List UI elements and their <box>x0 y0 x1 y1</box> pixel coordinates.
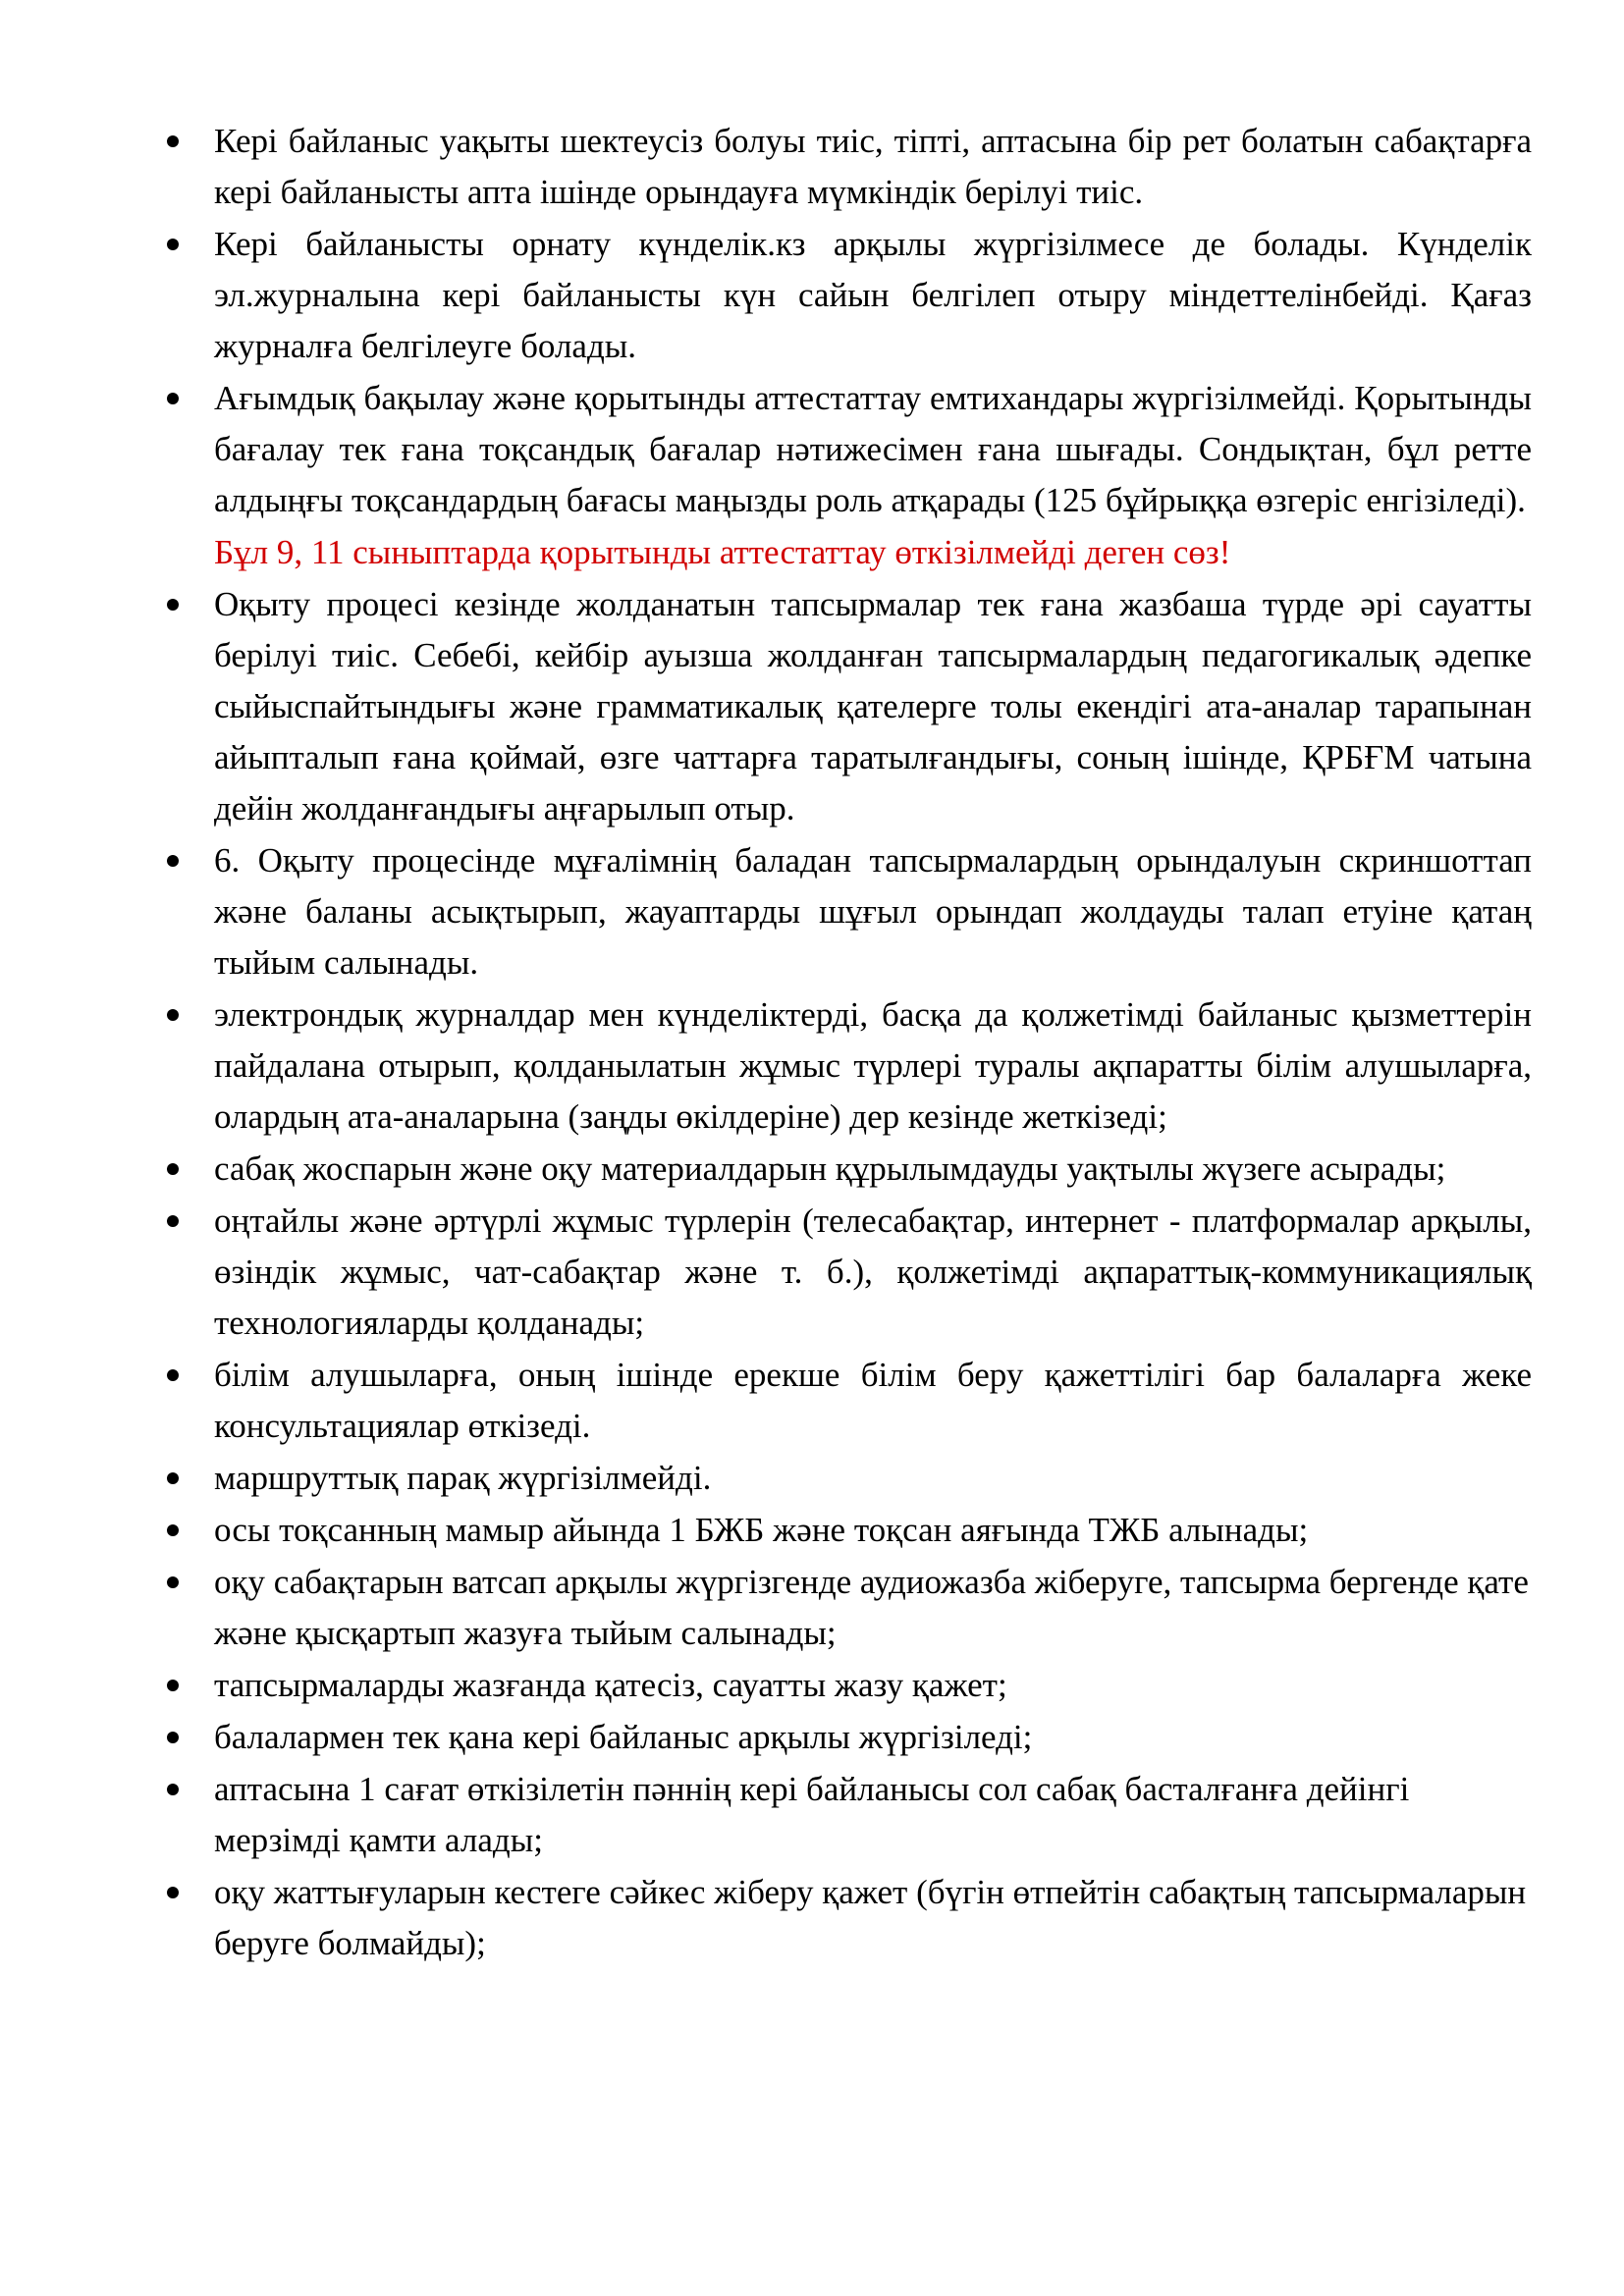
document-body <box>157 116 1532 1970</box>
list-item <box>157 1557 1532 1659</box>
bullet-icon <box>167 393 179 404</box>
list-item <box>157 1196 1532 1349</box>
list-item-text: маршруттық парақ жүргізілмейді. <box>214 1459 712 1497</box>
bullet-icon <box>167 135 179 147</box>
bullet-icon <box>167 1369 179 1381</box>
list-item <box>157 1453 1532 1504</box>
list-item <box>157 219 1532 372</box>
bullet-icon <box>167 1576 179 1588</box>
bullet-icon <box>167 239 179 250</box>
list-item <box>157 1867 1532 1969</box>
list-item-text: балалармен тек қана кері байланыс арқылы жүргізіледі; <box>214 1718 1033 1756</box>
bullet-icon <box>167 1680 179 1691</box>
list-item-text: Кері байланысты орнату күнделік.кз арқылы жүргізілмесе де болады. Күнделік эл.журналына кері байланысты күн сайын белгілеп отыру міндеттелінбейді. Қағаз журналға белгілеуге болады. <box>214 225 1532 365</box>
list-item <box>157 116 1532 218</box>
list-item-text: Оқыту процесі кезінде жолданатын тапсырмалар тек ғана жазбаша түрде әрі сауатты берілуі тиіс. Себебі, кейбір ауызша жолданған тапсырмалардың педагогикалық әдепке сыйыспайтындығы және грамматикалық қателерге толы екендігі ата-аналар тарапынан айыпталып ғана қоймай, өзге чаттарға таратылғандығы, соның ішінде, ҚРБҒМ чатына дейін жолданғандығы аңғарылып отыр. <box>214 585 1532 828</box>
bullet-icon <box>167 1732 179 1743</box>
bullet-icon <box>167 599 179 611</box>
bullet-list <box>157 116 1532 1969</box>
list-item-text: оқу жаттығуларын кестеге сәйкес жіберу қажет (бүгін өтпейтін сабақтың тапсырмаларын беруге болмайды); <box>214 1873 1527 1962</box>
bullet-icon <box>167 1524 179 1536</box>
list-item <box>157 1144 1532 1195</box>
bullet-icon <box>167 1215 179 1227</box>
list-item <box>157 373 1532 526</box>
list-item <box>157 579 1532 834</box>
list-item-text: аптасына 1 сағат өткізілетін пәннің кері байланысы сол сабақ басталғанға дейінгі мерзімді қамти алады; <box>214 1770 1410 1859</box>
bullet-icon <box>167 855 179 867</box>
list-item-text: 6. Оқыту процесінде мұғалімнің баладан тапсырмалардың орындалуын скриншоттап және баланы асықтырып, жауаптарды шұғыл орындап жолдауды талап етуіне қатаң тыйым салынады. <box>214 841 1532 982</box>
highlight-note: Бұл 9, 11 сыныптарда қорытынды аттестаттау өткізілмейді деген сөз! <box>214 533 1231 571</box>
list-item-text: сабақ жоспарын және оқу материалдарын құрылымдауды уақтылы жүзеге асырады; <box>214 1149 1446 1188</box>
bullet-icon <box>167 1887 179 1898</box>
list-item <box>157 1350 1532 1452</box>
bullet-icon <box>167 1472 179 1484</box>
list-item <box>157 989 1532 1143</box>
list-item-text: оңтайлы және әртүрлі жұмыс түрлерін (телесабақтар, интернет - платформалар арқылы, өзіндік жұмыс, чат-сабақтар және т. б.), қолжетімді ақпараттық-коммуникациялық технологияларды қолданады; <box>214 1201 1532 1342</box>
bullet-icon <box>167 1009 179 1021</box>
list-item-text: Ағымдық бақылау және қорытынды аттестаттау емтихандары жүргізілмейді. Қорытынды бағалау тек ғана тоқсандық бағалар нәтижесімен ғана шығады. Сондықтан, бұл ретте алдыңғы тоқсандардың бағасы маңызды роль атқарады (125 бұйрыққа өзгеріс енгізіледі). <box>214 379 1532 519</box>
list-item-text: тапсырмаларды жазғанда қатесіз, сауатты жазу қажет; <box>214 1666 1007 1704</box>
list-item <box>157 1660 1532 1711</box>
list-item-text: электрондық журналдар мен күнделіктерді, басқа да қолжетімді байланыс қызметтерін пайдалана отырып, қолданылатын жұмыс түрлері туралы ақпаратты білім алушыларға, олардың ата-аналарына (заңды өкілдеріне) дер кезінде жеткізеді; <box>214 995 1532 1136</box>
bullet-icon <box>167 1784 179 1795</box>
bullet-icon <box>167 1163 179 1175</box>
list-item-text: оқу сабақтарын ватсап арқылы жүргізгенде аудиожазба жіберуге, тапсырма бергенде қате және қысқартып жазуға тыйым салынады; <box>214 1563 1529 1652</box>
list-item <box>157 1712 1532 1763</box>
list-item <box>157 1505 1532 1556</box>
list-item-text: осы тоқсанның мамыр айында 1 БЖБ және тоқсан аяғында ТЖБ алынады; <box>214 1511 1309 1549</box>
list-item-text: білім алушыларға, оның ішінде ерекше білім беру қажеттілігі бар балаларға жеке консультациялар өткізеді. <box>214 1356 1532 1445</box>
highlight-note-row <box>157 527 1532 578</box>
list-item <box>157 835 1532 988</box>
list-item-text: Кері байланыс уақыты шектеусіз болуы тиіс, тіпті, аптасына бір рет болатын сабақтарға кері байланысты апта ішінде орындауға мүмкіндік берілуі тиіс. <box>214 122 1532 211</box>
list-item <box>157 1764 1532 1866</box>
